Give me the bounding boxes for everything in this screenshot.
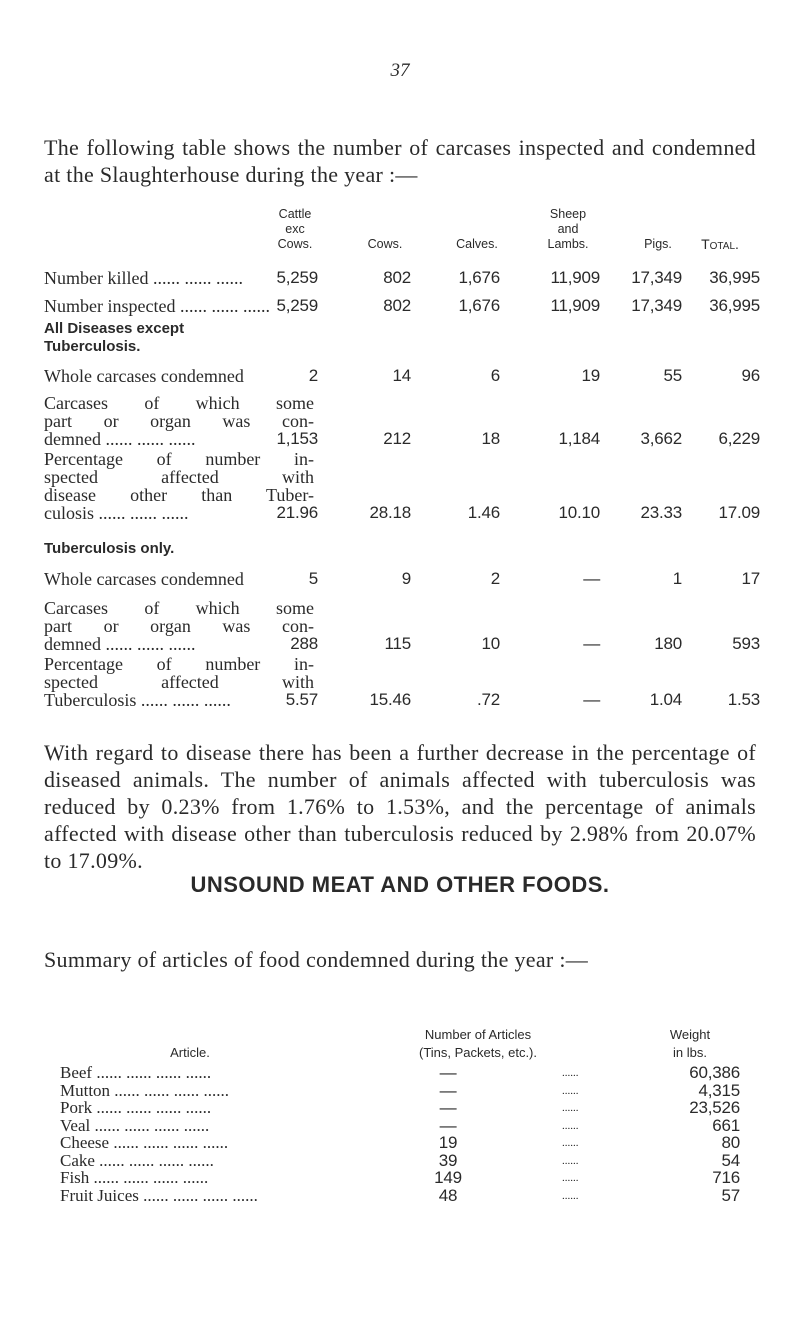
row-label: Carcases of which some — [44, 598, 314, 618]
table-cell: 1.46 — [467, 503, 500, 522]
column-header: in lbs. — [673, 1045, 707, 1060]
table-cell: 11,909 — [550, 268, 600, 287]
column-header: (Tins, Packets, etc.). — [419, 1045, 537, 1060]
table-cell: 17,349 — [631, 268, 682, 287]
article-weight: 661 — [712, 1115, 740, 1135]
column-header: Weight — [669, 1027, 711, 1042]
row-label: Carcases of which some — [44, 393, 314, 413]
article-weight: 60,386 — [689, 1063, 740, 1082]
column-header: Calves. — [456, 237, 498, 251]
article-count: 149 — [434, 1168, 462, 1187]
column-header: exc — [285, 222, 305, 236]
table-cell: 36,995 — [709, 268, 760, 287]
summary-paragraph: Summary of articles of food condemned during the year :— — [44, 947, 589, 972]
section-title: Tuberculosis only. — [44, 540, 175, 557]
table-cell: 115 — [384, 634, 411, 653]
row-label: culosis ...... ...... ...... — [44, 503, 189, 523]
section-title: Tuberculosis. — [44, 338, 141, 355]
table-cell: 1 — [672, 569, 682, 588]
row-label: demned ...... ...... ...... — [44, 634, 196, 654]
table-cell: 19 — [581, 366, 600, 385]
row-label: Tuberculosis ...... ...... ...... — [44, 690, 231, 710]
column-header: and — [557, 222, 579, 236]
article-count: 39 — [438, 1150, 458, 1170]
table-cell: 593 — [732, 634, 760, 653]
article-count: — — [439, 1080, 457, 1100]
table-cell: 180 — [654, 634, 682, 653]
table-cell: 1,153 — [276, 429, 318, 448]
row-label: Number killed ...... ...... ...... — [44, 268, 243, 288]
table-cell: 17.09 — [718, 503, 760, 522]
column-header: Cows. — [367, 237, 403, 251]
page-number: 37 — [390, 60, 410, 81]
column-header: Cattle — [278, 207, 312, 221]
dots: ...... — [562, 1119, 579, 1132]
table-cell: 6 — [490, 366, 500, 385]
dots: ...... — [562, 1137, 579, 1149]
article-count: — — [439, 1115, 457, 1135]
table-cell: 6,229 — [718, 429, 760, 448]
table-cell: — — [583, 634, 600, 653]
article-count: 19 — [438, 1133, 458, 1152]
table-cell: 17 — [741, 569, 760, 588]
article-weight: 716 — [712, 1168, 740, 1187]
row-label: part or organ was con- — [44, 616, 314, 636]
table-cell: 28.18 — [369, 503, 411, 522]
table-cell: 23.33 — [640, 503, 682, 522]
column-header: Total. — [701, 236, 739, 252]
column-header: Article. — [170, 1045, 210, 1060]
regard-paragraph: With regard to disease there has been a further decrease in the percentage of diseased animals. The number of animals affected with tuberculosis was reduced by 0.23% from 1.76% to 1.53%, and the percentage of animals affected with disease other than tuberculosis reduced by 2.98% from 20.07% to 17.09%. — [44, 740, 756, 873]
table-cell: 802 — [383, 296, 411, 315]
dots: ...... — [562, 1067, 579, 1079]
table-cell: 55 — [663, 366, 682, 385]
table-cell: 1,184 — [558, 429, 600, 448]
row-label: spected affected with — [44, 467, 314, 487]
table-cell: 802 — [383, 268, 411, 287]
table-cell: 10.10 — [558, 503, 600, 522]
section-title: All Diseases except — [44, 320, 185, 337]
table-cell: 3,662 — [640, 429, 682, 448]
table-cell: 36,995 — [709, 296, 760, 315]
table-cell: 2 — [308, 366, 318, 385]
table-cell: 5,259 — [276, 268, 318, 287]
table-cell: 9 — [401, 569, 411, 588]
table-cell: 5,259 — [276, 296, 318, 315]
article-name: Cheese ...... ...... ...... ...... — [60, 1133, 229, 1152]
article-weight: 57 — [721, 1185, 740, 1205]
column-header: Cows. — [277, 237, 313, 251]
table-cell: 18 — [481, 429, 500, 448]
dots: ...... — [562, 1172, 579, 1184]
row-label: Whole carcases condemned — [44, 366, 244, 386]
table-cell: 1.53 — [727, 690, 760, 709]
table-cell: — — [583, 690, 600, 709]
dots: ...... — [562, 1154, 579, 1167]
article-name: Beef ...... ...... ...... ...... — [60, 1063, 212, 1082]
article-name: Fruit Juices ...... ...... ...... ...... — [60, 1185, 258, 1205]
table-cell: 96 — [741, 366, 760, 385]
row-label: Number inspected ...... ...... ...... — [44, 296, 270, 316]
intro-paragraph: The following table shows the number of carcases inspected and condemned at the Slaughterhouse during the year :— — [44, 135, 756, 187]
table-cell: 14 — [392, 366, 411, 385]
row-label: spected affected with — [44, 672, 314, 692]
table-cell: 1,676 — [458, 268, 500, 287]
article-name: Veal ...... ...... ...... ...... — [60, 1115, 210, 1135]
article-count: — — [439, 1098, 457, 1117]
table-cell: 21.96 — [276, 503, 318, 522]
table-cell: 1.04 — [649, 690, 682, 709]
article-name: Mutton ...... ...... ...... ...... — [60, 1080, 230, 1100]
article-weight: 80 — [721, 1133, 740, 1152]
table-cell: 2 — [490, 569, 500, 588]
table-cell: 288 — [290, 634, 318, 653]
table-cell: 11,909 — [550, 296, 600, 315]
table-cell: 17,349 — [631, 296, 682, 315]
article-count: 48 — [438, 1185, 458, 1205]
table-cell: 1,676 — [458, 296, 500, 315]
row-label: disease other than Tuber- — [44, 485, 314, 505]
article-name: Pork ...... ...... ...... ...... — [60, 1098, 212, 1117]
article-weight: 54 — [721, 1150, 740, 1170]
row-label: Percentage of number in- — [44, 654, 314, 674]
column-header: Lambs. — [547, 237, 589, 251]
article-weight: 4,315 — [698, 1080, 740, 1100]
column-header: Sheep — [549, 207, 587, 221]
table-cell: 212 — [383, 429, 411, 448]
dots: ...... — [562, 1189, 579, 1202]
row-label: demned ...... ...... ...... — [44, 429, 196, 449]
column-header: Pigs. — [644, 237, 672, 251]
table-cell: 5 — [308, 569, 318, 588]
row-label: Whole carcases condemned — [44, 569, 244, 589]
article-name: Fish ...... ...... ...... ...... — [60, 1168, 209, 1187]
article-name: Cake ...... ...... ...... ...... — [60, 1150, 214, 1170]
table-cell: 5.57 — [285, 690, 318, 709]
table-cell: — — [583, 569, 600, 588]
dots: ...... — [562, 1084, 579, 1097]
article-weight: 23,526 — [689, 1098, 740, 1117]
row-label: part or organ was con- — [44, 411, 314, 431]
table-cell: 10 — [481, 634, 500, 653]
table-cell: .72 — [476, 690, 500, 709]
article-count: — — [439, 1063, 457, 1082]
row-label: Percentage of number in- — [44, 449, 314, 469]
section-heading: UNSOUND MEAT AND OTHER FOODS. — [190, 872, 610, 897]
dots: ...... — [562, 1102, 579, 1114]
column-header: Number of Articles — [424, 1027, 532, 1042]
table-cell: 15.46 — [369, 690, 411, 709]
